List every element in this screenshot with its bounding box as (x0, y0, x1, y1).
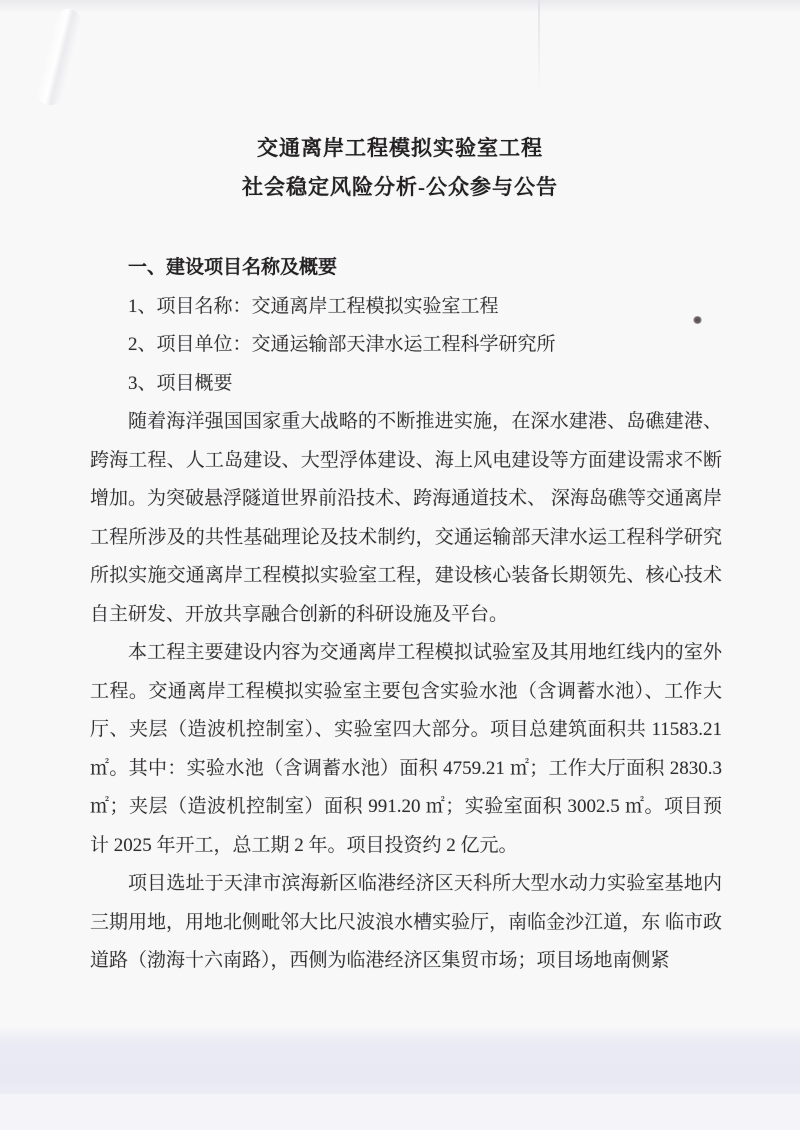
document-title-line1: 交通离岸工程模拟实验室工程 (257, 136, 543, 160)
scan-crease-line (538, 0, 540, 95)
document-title-line2: 社会稳定风险分析-公众参与公告 (242, 175, 558, 199)
list-item-project-name: 1、项目名称：交通离岸工程模拟实验室工程 (128, 295, 499, 317)
list-item-project-unit: 2、项目单位：交通运输部天津水运工程科学研究所 (128, 334, 556, 355)
scan-bottom-edge (0, 1094, 800, 1130)
section-heading-project-name-and-summary: 一、建设项目名称及概要 (128, 257, 338, 278)
list-item-project-summary: 3、项目概要 (128, 372, 233, 394)
scan-top-edge-shading (0, 0, 800, 14)
paragraph-site-location: 项目选址于天津市滨海新区临港经济区天科所大型水动力实验室基地内三期用地，用地北侧毗邻大比尺波浪水槽实验厅，南临金沙江道，东 临市政道路（渤海十六南路），西侧为临港经济区集贸市场；项目场地南侧紧 (90, 873, 722, 971)
paragraph-project-background: 随着海洋强国国家重大战略的不断推进实施，在深水建港、岛礁建港、跨海工程、人工岛建设、大型浮体建设、海上风电建设等方面建设需求不断增加。为突破悬浮隧道世界前沿技术、跨海通道技术、 深海岛礁等交通离岸工程所涉及的共性基础理论及技术制约，交通运输部天津水运工程科学研究所拟实施交通离岸工程模拟实验室工程，建设核心装备长期领先、核心技术自主研发、开放共享融合创新的科研设施及平台。 (90, 411, 722, 625)
scan-shadow-band (0, 1026, 800, 1094)
document-title (0, 129, 800, 207)
document-body (90, 249, 722, 981)
paragraph-construction-content: 本工程主要建设内容为交通离岸工程模拟试验室及其用地红线内的室外工程。交通离岸工程模拟实验室主要包含实验水池（含调蓄水池）、工作大厅、夹层（造波机控制室）、实验室四大部分。项目总建筑面积共 11583.21 ㎡。其中：实验水池（含调蓄水池）面积 4759.21 ㎡；工作大厅面积 2830.3 ㎡；夹层（造波机控制室）面积 991.20 ㎡；实验室面积 3002.5 ㎡。项目预计 2025 年开工，总工期 2 年。项目投资约 2 亿元。 (90, 642, 722, 856)
paper-fold-crease (35, 6, 84, 107)
